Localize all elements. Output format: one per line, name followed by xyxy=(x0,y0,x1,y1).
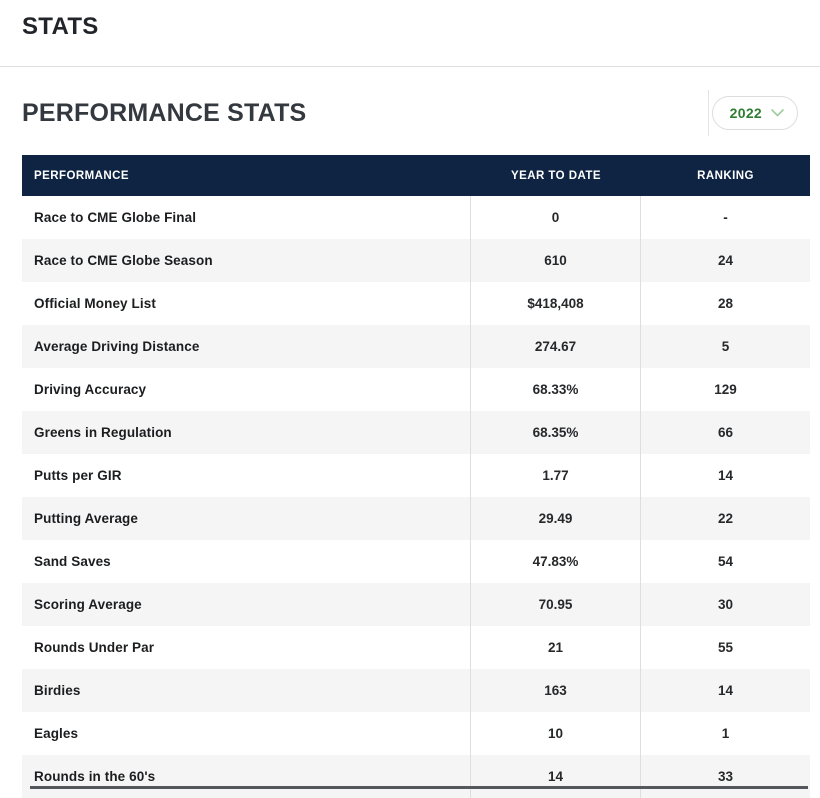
row-label: Greens in Regulation xyxy=(22,411,471,454)
row-ranking: - xyxy=(723,210,728,225)
row-label: Rounds Under Par xyxy=(22,626,471,669)
row-label: Scoring Average xyxy=(22,583,471,626)
row-label: Average Driving Distance xyxy=(22,325,471,368)
row-label: Sand Saves xyxy=(22,540,471,583)
row-ranking: 66 xyxy=(717,425,734,440)
row-ytd: 47.83% xyxy=(471,540,641,583)
table-row xyxy=(22,583,810,626)
section-title: PERFORMANCE STATS xyxy=(22,98,307,127)
column-header-performance: PERFORMANCE xyxy=(34,169,130,182)
table-row xyxy=(22,411,810,454)
row-ranking: 14 xyxy=(717,683,734,698)
table-row xyxy=(22,325,810,368)
row-ranking: 129 xyxy=(714,382,737,397)
row-ytd: 68.33% xyxy=(471,368,641,411)
performance-section-header xyxy=(22,95,798,131)
table-row xyxy=(22,626,810,669)
row-ytd: $418,408 xyxy=(471,282,641,325)
performance-stats-table xyxy=(22,155,810,798)
row-ytd: 0 xyxy=(471,196,641,239)
table-row xyxy=(22,454,810,497)
column-header-ranking: RANKING xyxy=(697,169,754,182)
row-ranking: 22 xyxy=(717,511,734,526)
table-row xyxy=(22,497,810,540)
year-dropdown-value: 2022 xyxy=(729,105,762,121)
row-ranking: 54 xyxy=(717,554,734,569)
page-header xyxy=(0,0,820,66)
row-ranking: 1 xyxy=(721,726,730,741)
row-ranking: 55 xyxy=(717,640,734,655)
table-header-row xyxy=(22,155,810,196)
row-ytd: 29.49 xyxy=(471,497,641,540)
vertical-separator xyxy=(708,90,709,136)
row-ytd: 21 xyxy=(471,626,641,669)
row-label: Rounds in the 60's xyxy=(22,755,471,798)
row-label: Race to CME Globe Final xyxy=(22,196,471,239)
row-ranking: 28 xyxy=(717,296,734,311)
row-ytd: 274.67 xyxy=(471,325,641,368)
row-ranking: 24 xyxy=(717,253,734,268)
year-dropdown[interactable] xyxy=(712,96,798,130)
row-ranking: 14 xyxy=(717,468,734,483)
row-label: Putting Average xyxy=(22,497,471,540)
row-ytd: 14 xyxy=(471,755,641,798)
table-row xyxy=(22,368,810,411)
table-body xyxy=(22,196,810,798)
table-row xyxy=(22,669,810,712)
row-ytd: 1.77 xyxy=(471,454,641,497)
row-ytd: 163 xyxy=(471,669,641,712)
table-row xyxy=(22,755,810,798)
column-header-year-to-date: YEAR TO DATE xyxy=(511,169,601,182)
row-label: Birdies xyxy=(22,669,471,712)
row-label: Putts per GIR xyxy=(22,454,471,497)
row-label: Eagles xyxy=(22,712,471,755)
row-ytd: 68.35% xyxy=(471,411,641,454)
table-row xyxy=(22,712,810,755)
table-row xyxy=(22,196,810,239)
year-controls xyxy=(708,90,798,136)
row-ranking: 5 xyxy=(721,339,730,354)
row-ranking: 33 xyxy=(717,769,734,784)
row-label: Race to CME Globe Season xyxy=(22,239,471,282)
row-ranking: 30 xyxy=(717,597,734,612)
chevron-down-icon xyxy=(771,109,784,117)
row-ytd: 610 xyxy=(471,239,641,282)
table-row xyxy=(22,540,810,583)
header-divider xyxy=(0,66,820,67)
table-row xyxy=(22,282,810,325)
row-ytd: 70.95 xyxy=(471,583,641,626)
row-label: Official Money List xyxy=(22,282,471,325)
page-title: STATS xyxy=(22,13,99,40)
row-label: Driving Accuracy xyxy=(22,368,471,411)
row-ytd: 10 xyxy=(471,712,641,755)
table-row xyxy=(22,239,810,282)
